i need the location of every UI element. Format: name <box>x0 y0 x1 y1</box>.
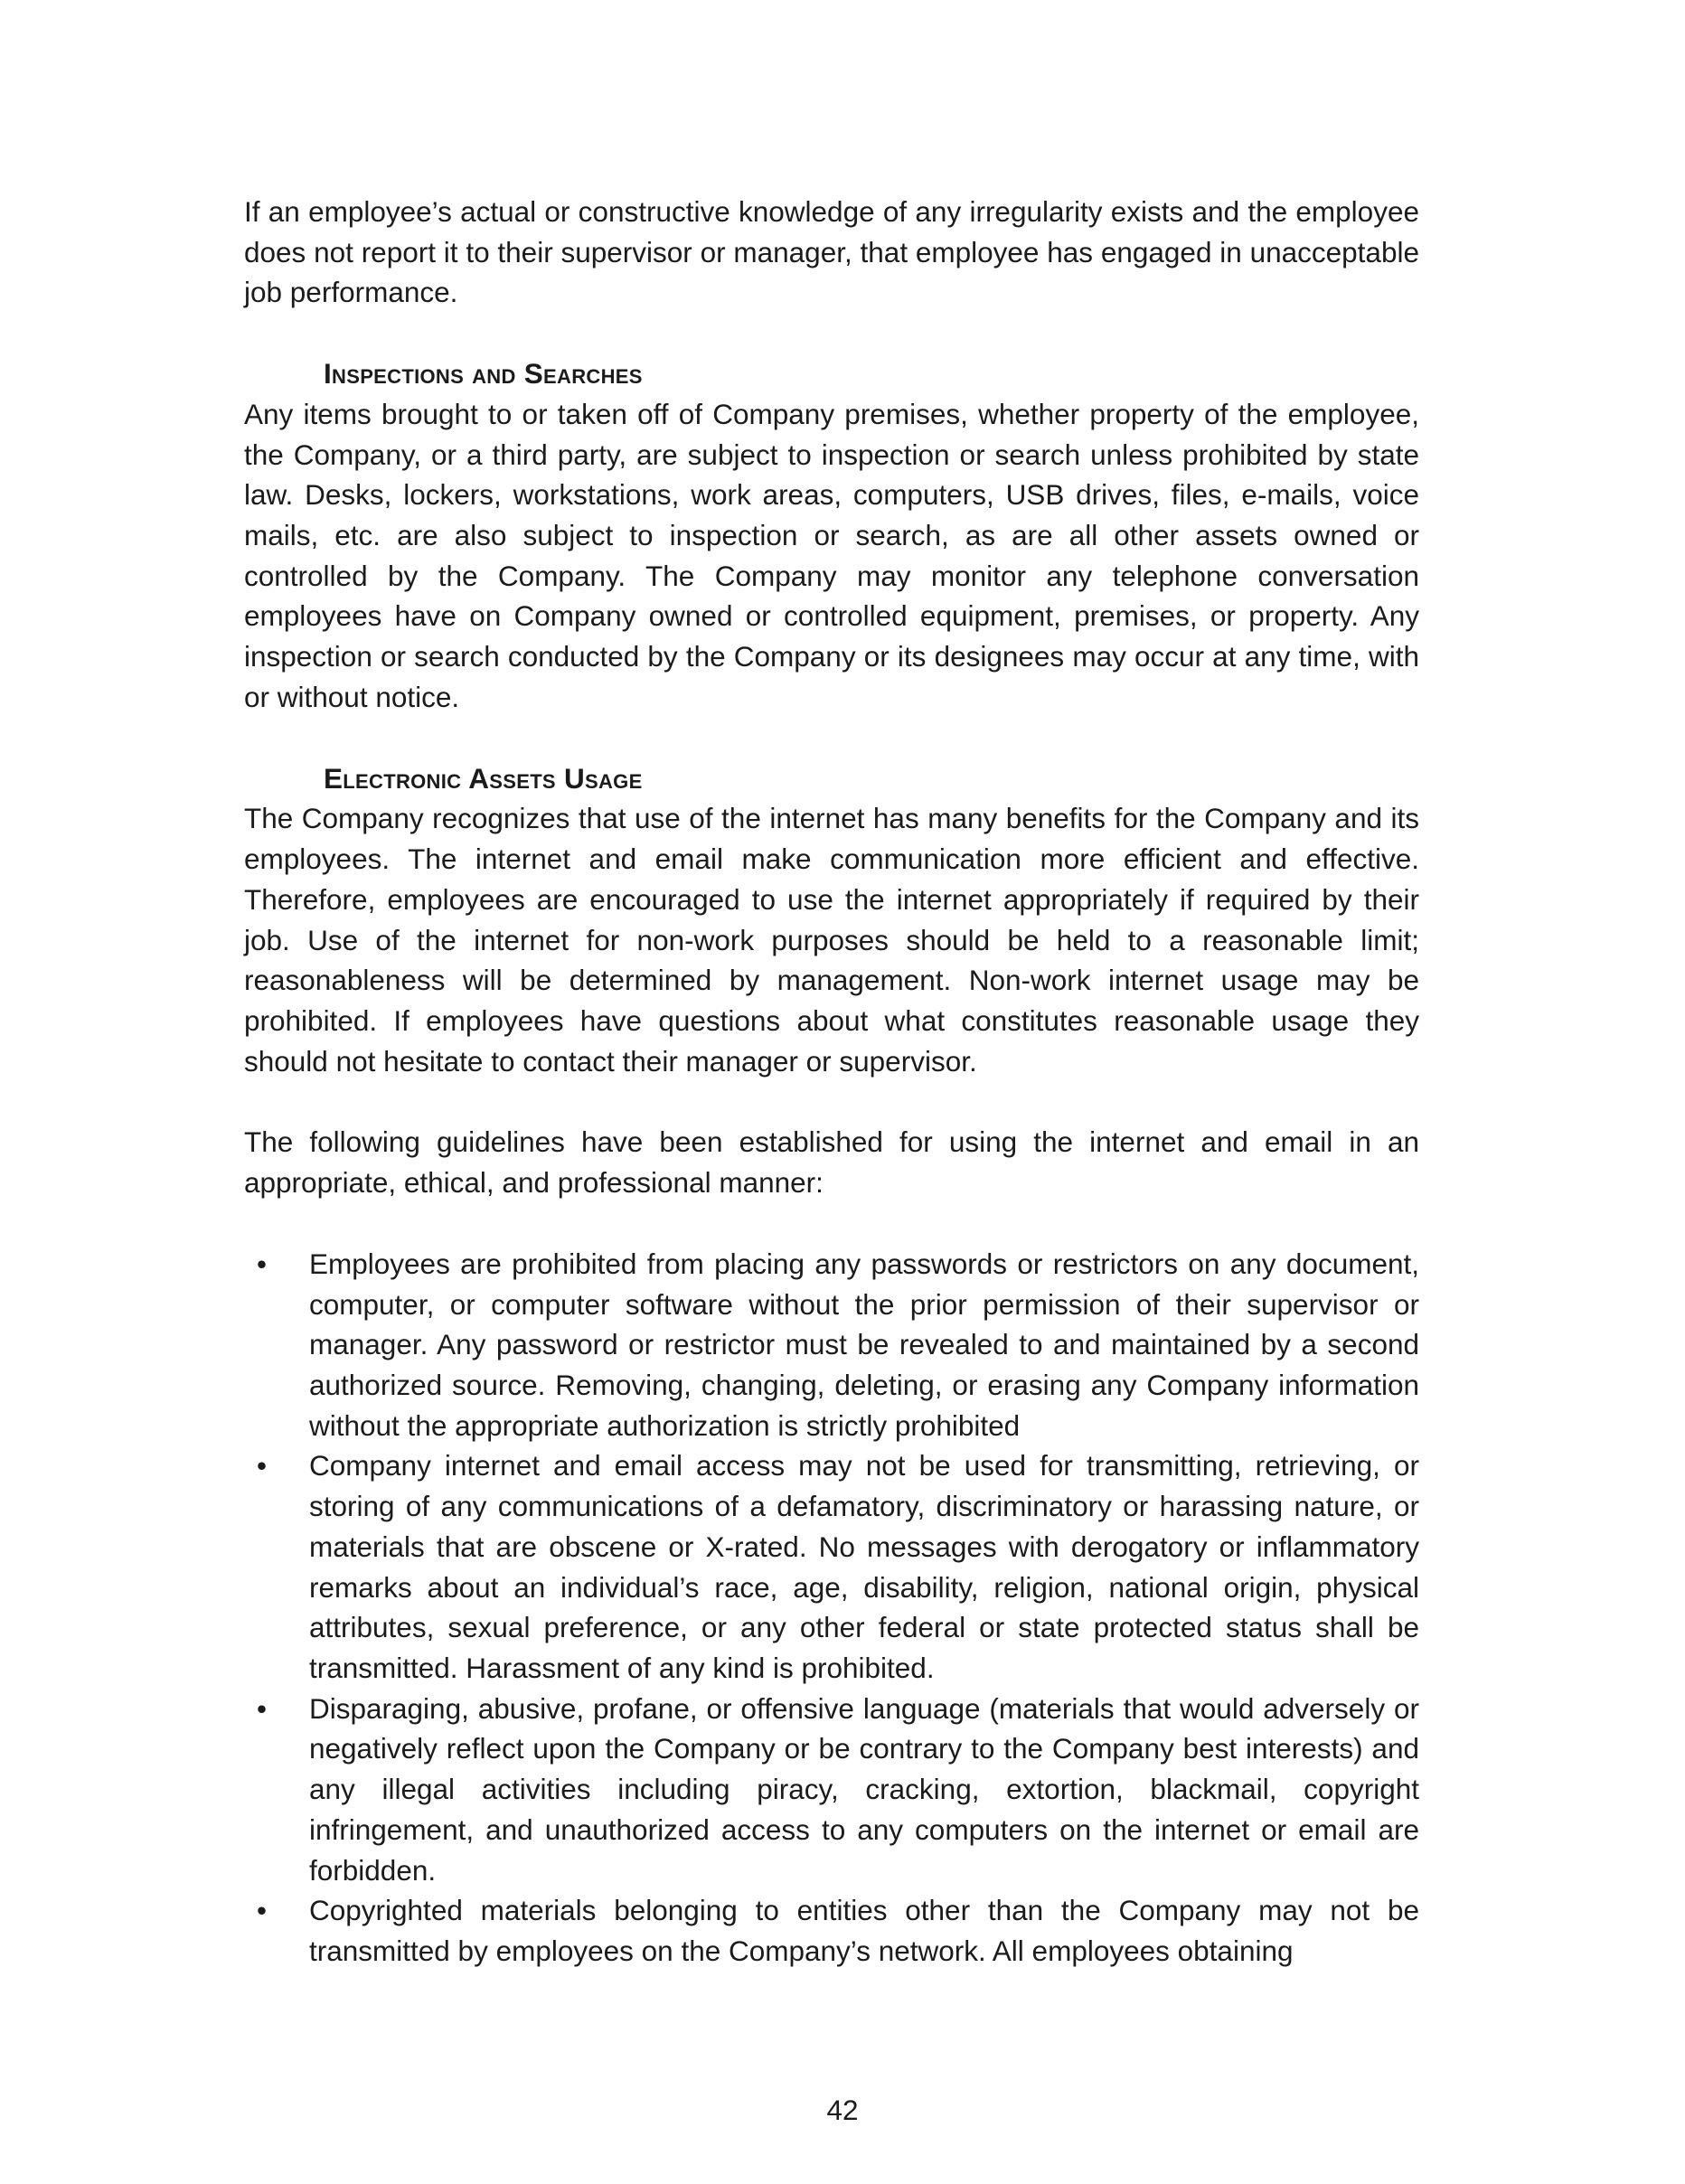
list-item-text: Employees are prohibited from placing any passwords or restrictors on any document, computer, or computer software without the prior permission of their supervisor or manager. Any password or restrictor must be revealed to and maintained by a second authorized source. Removing, changing, deleting, or erasing any Company information without the appropriate authorization is strictly prohibited <box>309 1247 1419 1442</box>
section-heading-inspections-and-searches: Inspections and Searches <box>324 357 643 391</box>
guidelines-intro-paragraph: The following guidelines have been established for using the internet and email in an appropriate, ethical, and professional manner: <box>244 1125 1419 1200</box>
list-item-text: Copyrighted materials belonging to entities other than the Company may not be transmitted by employees on the Company’s network. All employees obtaining <box>309 1894 1419 1968</box>
list-item-text: Company internet and email access may not be used for transmitting, retrieving, or storing of any communications of a defamatory, discriminatory or harassing nature, or materials that are obscene or X-rated. No messages with derogatory or inflammatory remarks about an individual’s race, age, disability, religion, national origin, physical attributes, sexual preference, or any other federal or state protected status shall be transmitted. Harassment of any kind is prohibited. <box>309 1449 1419 1684</box>
section-heading-electronic-assets-usage: Electronic Assets Usage <box>324 761 643 795</box>
bullet-icon: • <box>257 1449 268 1483</box>
list-item <box>244 1890 1419 1971</box>
guidelines-list <box>244 1244 1419 1972</box>
list-item-text: Disparaging, abusive, profane, or offensive language (materials that would adversely or negatively reflect upon the Company or be contrary to the Company best interests) and any illegal activities including piracy, cracking, extortion, blackmail, copyright infringement, and unauthorized access to any computers on the internet or email are forbidden. <box>309 1691 1419 1887</box>
list-item <box>244 1689 1419 1891</box>
list-item <box>244 1244 1419 1446</box>
section-body-inspections-and-searches: Any items brought to or taken off of Company premises, whether property of the employee, the Company, or a third party, are subject to inspection or search unless prohibited by state law. Desks, lockers, workstations, work areas, computers, USB drives, files, e-mails, voice mails, etc. are also subject to inspection or search, as are all other assets owned or controlled by the Company. The Company may monitor any telephone conversation employees have on Company owned or controlled equipment, premises, or property. Any inspection or search conducted by the Company or its designees may occur at any time, with or without notice. <box>244 397 1419 713</box>
page-number: 42 <box>826 2094 859 2126</box>
list-item <box>244 1445 1419 1688</box>
bullet-icon: • <box>257 1691 268 1725</box>
section-body-electronic-assets-usage: The Company recognizes that use of the internet has many benefits for the Company and its employees. The internet and email make communication more efficient and effective. Therefore, employees are encouraged to use the internet appropriately if required by their job. Use of the internet for non-work purposes should be held to a reasonable limit; reasonableness will be determined by management. Non-work internet usage may be prohibited. If employees have questions about what constitutes reasonable usage they should not hesitate to contact their manager or supervisor. <box>244 802 1419 1078</box>
bullet-icon: • <box>257 1247 268 1280</box>
bullet-icon: • <box>257 1894 268 1927</box>
intro-paragraph: If an employee’s actual or constructive knowledge of any irregularity exists and the employee does not report it to their supervisor or manager, that employee has engaged in unacceptable job performance. <box>244 195 1419 309</box>
